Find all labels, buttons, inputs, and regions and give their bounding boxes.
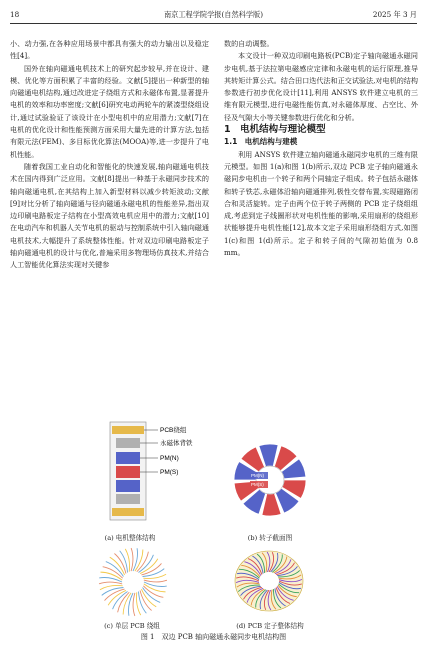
winding-trace bbox=[144, 580, 167, 582]
winding-trace bbox=[123, 593, 131, 615]
label-pcb-winding: PCB绕组 bbox=[160, 427, 187, 434]
paragraph: 国外在轴向磁通电机技术上的研究起步较早,并在设计、建模、优化等方面积累了丰富的经验。文献[5]提出一种新型的轴向磁通电机结构,通过改进定子绕组方式和永磁体布置,显著提升电机的效率和功率密度;文献[6]研究电动两轮车的紧凑型绕组设计,通过试验验证了该设计在小型电机中的应用潜力;文献[7]在电机的优化设计和性能预测方面采用大量先进的计算方法,包括有限元法(FEM)、多目标优化算法(MOOA)等,进一步提升了电机性能。 bbox=[10, 63, 209, 159]
winding-trace bbox=[105, 589, 125, 601]
winding-trace bbox=[113, 592, 128, 610]
subsection-title: 1.1 电机结构与建模 bbox=[224, 137, 298, 147]
winding-trace bbox=[135, 549, 143, 571]
issue-date: 2025 年 3 月 bbox=[372, 10, 417, 19]
label-pm-core: 永磁体背铁 bbox=[160, 440, 193, 447]
winding-trace bbox=[143, 588, 161, 603]
label-pm-n: PM(N) bbox=[160, 455, 179, 462]
paragraph: 利用 ANSYS 软件建立轴向磁通永磁同步电机的三维有限元模型。如图 1(a)和图 1(b)所示,双边 PCB 定子轴向磁通永磁同步电机由一个转子和两个同轴定子组成。转子包括永磁体和转子铁芯,永磁体沿轴向磁通排列,极性交替布置,实现磁路闭合和灵活旋转。定子由两个位于转子两侧的 PCB 定子绕组组成,考虑到定子线圈形状对电机性能的影响,采用扇形的绕组形状能够提升电机性能[12],故本文定子采用扇形绕组方式,如图 1(c)和图 1(d)所示。定子和转子间的气隙初始值为 0.8 mm。 bbox=[224, 149, 418, 258]
rotor-label-pm-s: PM(S) bbox=[251, 482, 264, 487]
paragraph: 数的自动调整。 bbox=[224, 39, 274, 48]
winding-trace bbox=[99, 582, 122, 584]
page-header bbox=[10, 7, 417, 24]
paragraph: 本文设计一种双边印刷电路板(PCB)定子轴向磁通永磁同步电机,基于法拉第电磁感应定律和永磁电机的运行原理,推导其转矩计算公式。结合田口迭代法和正交试验法,对电机的结构参数进行初步优化设计[11],利用 ANSYS 软件建立电机的三维有限元模型,进行电磁性能仿真,对永磁体厚度、占空比、外径及气隙大小等关键参数进行优化和分析。 bbox=[224, 51, 418, 122]
figure-d-pcb-stator bbox=[228, 542, 310, 620]
figure-c-pcb-winding bbox=[96, 545, 170, 619]
caption-c: (c) 单层 PCB 绕组 bbox=[104, 622, 160, 630]
figure-b-rotor-section bbox=[230, 440, 310, 520]
winding-trace bbox=[139, 555, 154, 573]
winding-trace bbox=[108, 590, 126, 605]
winding-trace bbox=[141, 563, 161, 575]
winding-trace bbox=[100, 572, 122, 580]
label-pm-s: PM(S) bbox=[160, 469, 179, 476]
paragraph: 随着我国工业自动化和智能化的快速发展,轴向磁通电机技术在国内得到广泛应用。文献[8]提出一种基于永磁同步技术的轴向磁通电机,在其结构上加入新型材料以减少转矩波动;文献[9]对比分析了轴向磁通与径向磁通永磁电机的性能差异,指出双边印刷电路板定子结构在小型高效电机应用中的潜力;文献[10]在电动汽车和机器人关节电机的驱动与控制系统中引入轴向磁通电机技术,大幅提升了系统整体性能。针对双边印刷电路板定子轴向磁通电机的设计与优化,普遍采用多物理场仿真技术,并结合人工智能优化算法实现对关键参 bbox=[10, 161, 209, 270]
winding-trace bbox=[144, 584, 166, 592]
journal-title: 南京工程学院学报(自然科学版) bbox=[163, 10, 264, 19]
winding-trace bbox=[106, 562, 124, 577]
winding-trace bbox=[114, 554, 126, 574]
figure-a-motor-structure bbox=[88, 416, 238, 528]
caption-b: (b) 转子截面图 bbox=[247, 534, 293, 542]
figure-caption: 图 1 双边 PCB 轴向磁通永磁同步电机结构图 bbox=[140, 633, 287, 641]
winding-trace bbox=[141, 589, 156, 607]
caption-a: (a) 电机整体结构 bbox=[104, 534, 156, 542]
winding-trace bbox=[131, 548, 133, 571]
right-column bbox=[224, 38, 418, 259]
rotor-label-pm-n: PM(N) bbox=[251, 473, 264, 478]
page-number: 18 bbox=[10, 10, 20, 19]
winding-trace bbox=[140, 559, 158, 574]
section-title: 1 电机结构与理论模型 bbox=[224, 124, 326, 136]
paragraph: 小、动力强,在各种应用场景中都具有强大的动力输出以及稳定性[4]。 bbox=[10, 39, 209, 61]
left-column bbox=[10, 38, 209, 272]
winding-trace bbox=[110, 557, 125, 575]
caption-d: (d) PCB 定子整体结构 bbox=[236, 622, 304, 630]
winding-trace bbox=[140, 590, 152, 610]
winding-trace bbox=[133, 593, 135, 616]
